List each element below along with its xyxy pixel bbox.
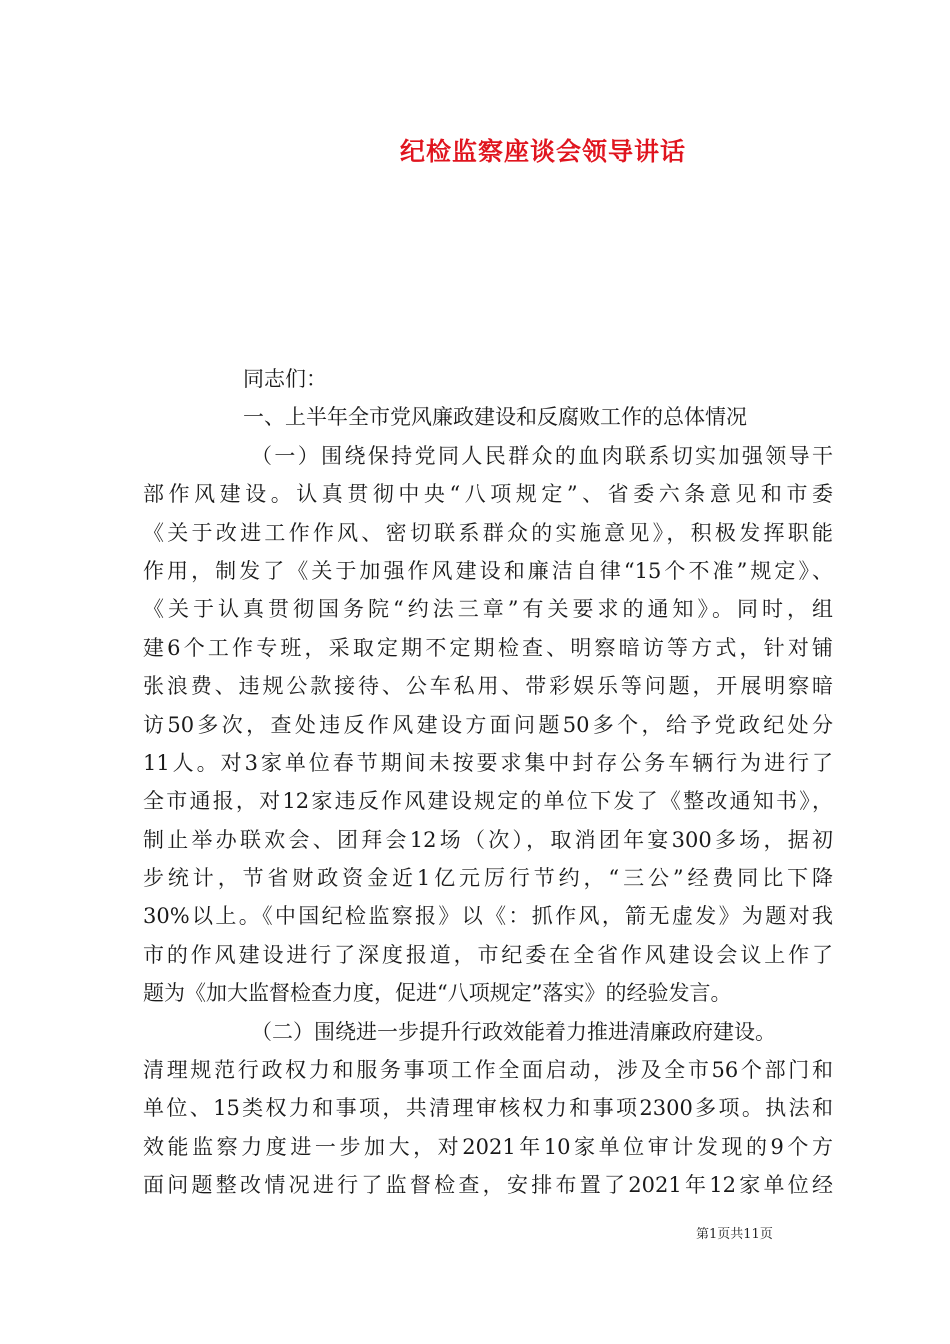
document-title: 纪检监察座谈会领导讲话 (400, 137, 687, 166)
paragraph-line: 制止举办联欢会、团拜会12场（次），取消团年宴300多场，据初 (143, 827, 833, 852)
paragraph-line: 市的作风建设进行了深度报道，市纪委在全省作风建设会议上作了 (143, 942, 833, 967)
paragraph-line: （二）围绕进一步提升行政效能着力推进清廉政府建设。 (251, 1019, 776, 1044)
paragraph-line: 张浪费、违规公款接待、公车私用、带彩娱乐等问题，开展明察暗 (143, 674, 833, 699)
paragraph-line: （一）围绕保持党同人民群众的血肉联系切实加强领导干 (251, 443, 833, 468)
paragraph-line: 全市通报，对12家违反作风建设规定的单位下发了《整改通知书》， (143, 789, 833, 814)
paragraph-1 (143, 437, 833, 1013)
paragraph-line: 清理规范行政权力和服务事项工作全面启动，涉及全市56个部门和 (143, 1058, 833, 1083)
paragraph-line: 单位、15类权力和事项，共清理审核权力和事项2300多项。执法和 (143, 1096, 833, 1121)
paragraph-line: 11人。对3家单位春节期间未按要求集中封存公务车辆行为进行了 (143, 750, 833, 775)
paragraph-line: 题为《加大监督检查力度，促进“八项规定”落实》的经验发言。 (143, 981, 732, 1006)
paragraph-line: 《关于认真贯彻国务院“约法三章”有关要求的通知》。同时，组 (143, 597, 833, 622)
paragraph-line: 步统计，节省财政资金近1亿元厉行节约，“三公”经费同比下降 (143, 866, 833, 891)
page-indicator: 第1页共11页 (696, 1227, 773, 1242)
paragraph-line: 部作风建设。认真贯彻中央“八项规定”、省委六条意见和市委 (143, 482, 833, 507)
paragraph-line: 面问题整改情况进行了监督检查，安排布置了2021年12家单位经 (143, 1173, 833, 1198)
paragraph-line: 作用，制发了《关于加强作风建设和廉洁自律“15个不准”规定》、 (143, 558, 833, 583)
section-heading: 一、上半年全市党风廉政建设和反腐败工作的总体情况 (243, 405, 747, 430)
document-body (143, 360, 833, 1205)
paragraph-2 (143, 1013, 833, 1205)
paragraph-line: 访50多次，查处违反作风建设方面问题50多个，给予党政纪处分 (143, 712, 833, 737)
paragraph-line: 效能监察力度进一步加大，对2021年10家单位审计发现的9个方 (143, 1134, 833, 1159)
paragraph-line: 建6个工作专班，采取定期不定期检查、明察暗访等方式，针对铺 (143, 635, 833, 660)
paragraph-line: 《关于改进工作作风、密切联系群众的实施意见》，积极发挥职能 (143, 520, 833, 545)
paragraph-line: 30%以上。《中国纪检监察报》以《：抓作风，箭无虚发》为题对我 (143, 904, 833, 929)
salutation: 同志们： (243, 367, 327, 391)
